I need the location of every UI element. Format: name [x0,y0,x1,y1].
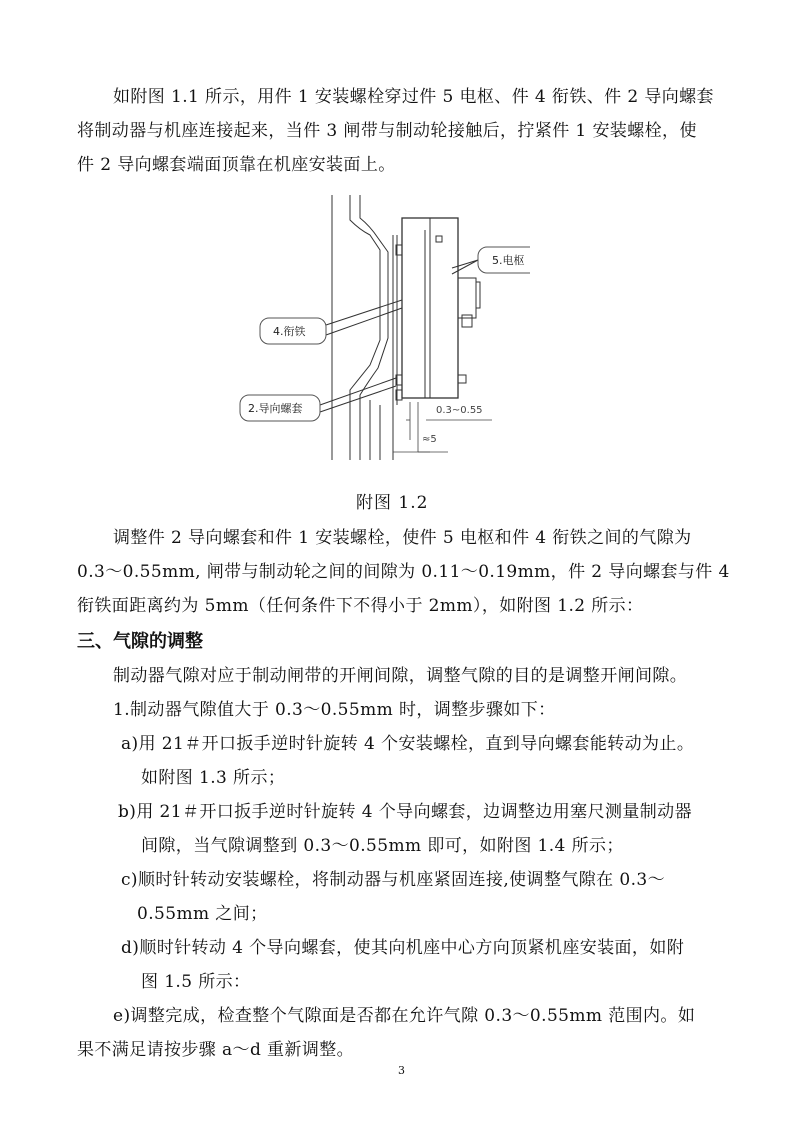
paragraph-1-line-1: 如附图 1.1 所示，用件 1 安装螺栓穿过件 5 电枢、件 4 衔铁、件 2 导向螺套 [113,87,714,107]
callout-armature-iron: 4.衔铁 [273,325,306,338]
dimension-gap: 0.3~0.55 [436,405,483,416]
section-intro: 制动器气隙对应于制动闸带的开闸间隙，调整气隙的目的是调整开闸间隙。 [113,666,688,686]
figure-brake-cross-section [230,190,530,465]
step-d-line-2: 图 1.5 所示： [141,972,251,992]
step-b-line-2: 间隙，当气隙调整到 0.3～0.55mm 即可，如附图 1.4 所示； [141,836,624,856]
step-c-line-2: 0.55mm 之间； [137,904,268,924]
step-e-line-2: 果不满足请按步骤 a～d 重新调整。 [77,1040,355,1060]
step-d-line-1: d)顺时针转动 4 个导向螺套，使其向机座中心方向顶紧机座安装面，如附 [121,938,685,958]
paragraph-1-line-2: 将制动器与机座连接起来，当件 3 闸带与制动轮接触后，拧紧件 1 安装螺栓，使 [77,121,697,141]
callout-guide-sleeve: 2.导向螺套 [248,402,303,415]
step-b-line-1: b)用 21＃开口扳手逆时针旋转 4 个导向螺套，边调整边用塞尺测量制动器 [118,802,692,822]
step-c-line-1: c)顺时针转动安装螺栓，将制动器与机座紧固连接,使调整气隙在 0.3～ [121,870,665,890]
section-heading: 三、气隙的调整 [77,631,203,652]
paragraph-1-line-3: 件 2 导向螺套端面顶靠在机座安装面上。 [77,155,396,175]
step-title: 1.制动器气隙值大于 0.3～0.55mm 时，调整步骤如下： [113,700,556,720]
paragraph-2-line-2: 0.3～0.55mm, 闸带与制动轮之间的间隙为 0.11～0.19mm，件 2 导向螺套与件 4 [77,562,730,582]
dimension-distance: ≈5 [422,434,437,445]
figure-caption: 附图 1.2 [356,493,429,513]
paragraph-2-line-3: 衔铁面距离约为 5mm（任何条件下不得小于 2mm），如附图 1.2 所示： [77,596,644,616]
page-number: 3 [398,1064,405,1077]
step-a-line-2: 如附图 1.3 所示； [141,768,286,788]
paragraph-2-line-1: 调整件 2 导向螺套和件 1 安装螺栓，使件 5 电枢和件 4 衔铁之间的气隙为 [113,528,692,548]
step-a-line-1: a)用 21＃开口扳手逆时针旋转 4 个安装螺栓，直到导向螺套能转动为止。 [121,734,695,754]
step-e-line-1: e)调整完成，检查整个气隙面是否都在允许气隙 0.3～0.55mm 范围内。如 [113,1006,696,1026]
callout-armature: 5.电枢 [492,254,525,267]
